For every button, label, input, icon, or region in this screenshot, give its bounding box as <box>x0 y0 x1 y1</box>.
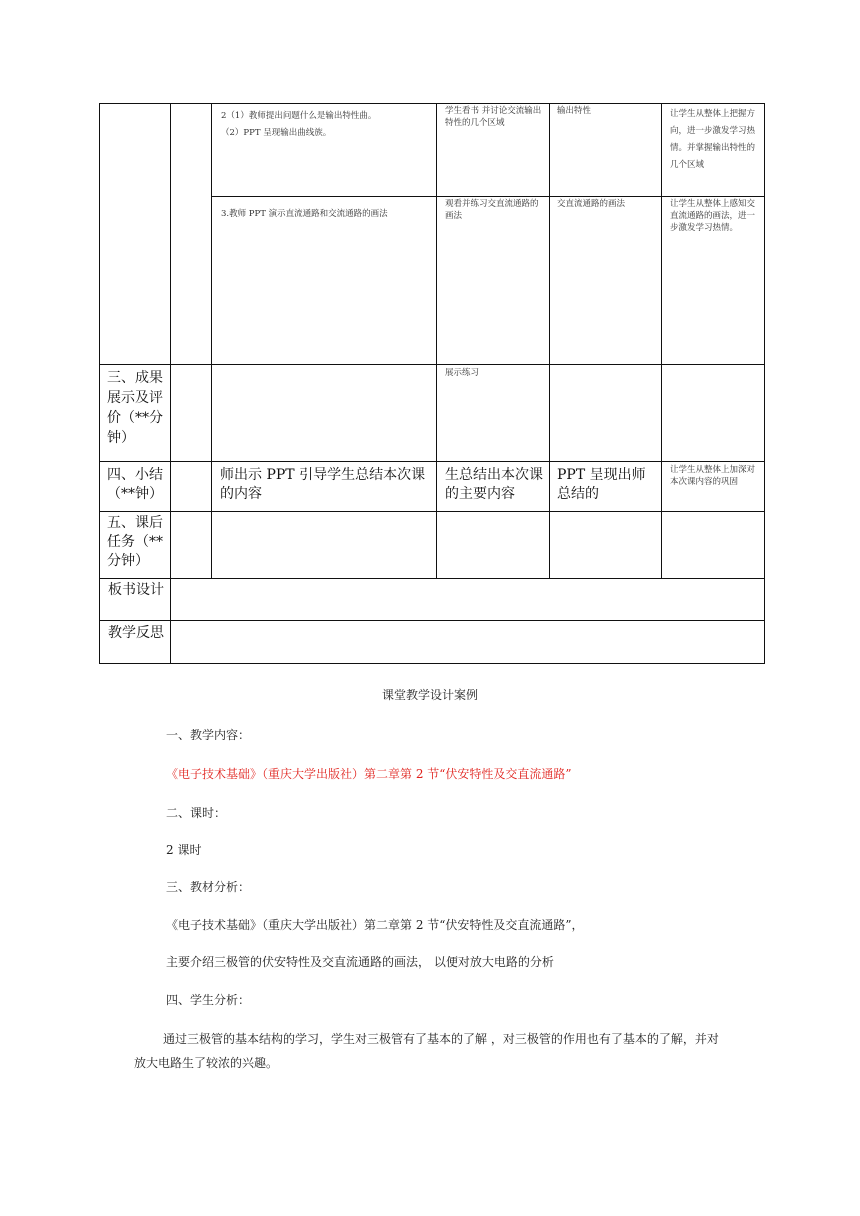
student-activity: 展示练习 <box>445 368 480 378</box>
student-activity: 生总结出本次课的主要内容 <box>445 467 543 502</box>
table-row-divider <box>211 196 765 197</box>
paragraph: 《电子技术基础》（重庆大学出版社）第二章第 2 节“伏安特性及交直流通路”， <box>166 918 584 932</box>
section-heading: 四、学生分析： <box>166 993 251 1007</box>
section-heading: 二、课时： <box>166 806 227 820</box>
design-intent: 让学生从整体上加深对本次课内容的巩固 <box>670 465 756 487</box>
table-col-divider <box>170 103 171 664</box>
stage-label: 三、成果展示及评价（**分钟） <box>107 370 163 446</box>
board-content: PPT 呈现出师总结的 <box>557 467 646 502</box>
board-content: 交直流通路的画法 <box>557 199 626 209</box>
section-heading: 一、教学内容： <box>166 728 251 742</box>
paragraph: 主要介绍三极管的伏安特性及交直流通路的画法， 以便对放大电路的分析 <box>166 955 554 969</box>
table-row-divider <box>99 461 765 462</box>
table-border-bottom <box>99 663 765 664</box>
table-col-divider <box>211 103 212 579</box>
step-text: 3.教师 PPT 演示直流通路和交流通路的画法 <box>221 209 388 219</box>
design-intent: 让学生从整体上感知交直流通路的画法，进一步激发学习热情。 <box>670 199 756 233</box>
design-intent: 让学生从整体上把握方向，进一步激发学习热情。并掌握输出特性的几个区域 <box>670 109 756 170</box>
paragraph: 放大电路生了较浓的兴趣。 <box>134 1056 279 1070</box>
table-col-divider <box>549 103 550 579</box>
table-border-right <box>764 103 765 664</box>
table-row-divider <box>99 364 765 365</box>
student-activity: 学生看书 并讨论交流输出特性的几个区域 <box>445 106 542 128</box>
table-border-top <box>99 103 765 104</box>
paragraph: 通过三极管的基本结构的学习，学生对三极管有了基本的了解 ，对三极管的作用也有了基本的了解，并对 <box>163 1032 719 1046</box>
stage-label: 四、小结（**钟） <box>107 467 163 502</box>
teacher-activity: 师出示 PPT 引导学生总结本次课的内容 <box>220 467 426 502</box>
table-border-left <box>99 103 100 664</box>
step-text: （2）PPT 呈现输出曲线族。 <box>221 128 332 138</box>
table-col-divider <box>436 103 437 579</box>
table-col-divider <box>661 103 662 579</box>
table-row-divider <box>99 578 765 579</box>
stage-label: 五、课后任务（**分钟） <box>107 515 163 569</box>
student-activity: 观看并练习交直流通路的画法 <box>445 199 539 221</box>
table-row-divider <box>99 620 765 621</box>
board-content: 输出特性 <box>557 106 592 116</box>
teaching-reflection-label: 教学反思 <box>108 625 164 641</box>
class-hours: 2 课时 <box>166 843 202 857</box>
step-text: 2（1）教师提出问题什么是输出特性曲。 <box>221 111 377 121</box>
content-line: 《电子技术基础》（重庆大学出版社）第二章第 2 节“伏安特性及交直流通路” <box>166 767 572 781</box>
table-row-divider <box>99 511 765 512</box>
section-heading: 三、教材分析： <box>166 880 251 894</box>
page-title: 课堂教学设计案例 <box>381 688 478 702</box>
board-design-label: 板书设计 <box>108 582 164 598</box>
